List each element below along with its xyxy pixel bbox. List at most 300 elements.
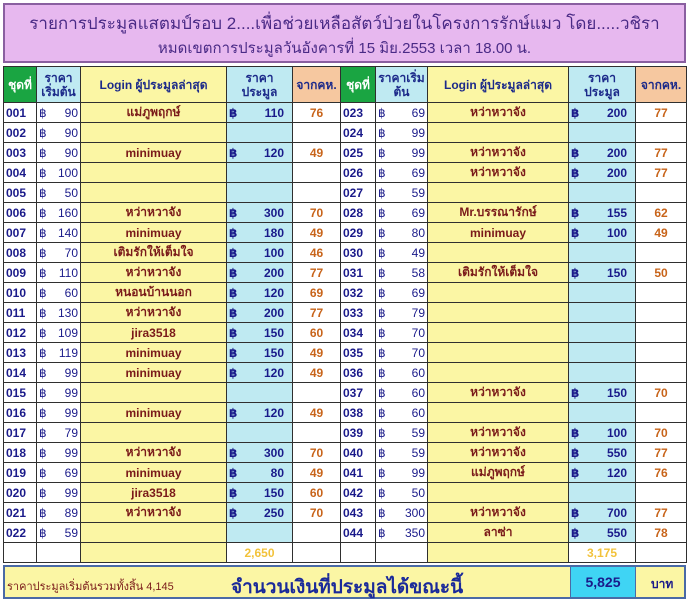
lot-id: 007 bbox=[4, 223, 37, 243]
start-price-value: 350 bbox=[404, 525, 425, 540]
bid-price-value: 700 bbox=[606, 505, 627, 520]
baht-symbol: ฿ bbox=[378, 345, 386, 360]
column-header-start-price: ราคาเริ่มต้น bbox=[376, 67, 428, 103]
bidder-login bbox=[81, 523, 227, 543]
lot-id: 027 bbox=[341, 183, 376, 203]
bidder-login: minimuay bbox=[428, 223, 569, 243]
start-price bbox=[37, 163, 81, 183]
table-row bbox=[4, 283, 341, 303]
start-price-value: 70 bbox=[411, 345, 425, 360]
table-row bbox=[4, 203, 341, 223]
bid-price bbox=[569, 283, 636, 303]
auction-table-right bbox=[340, 66, 687, 563]
start-price-value: 90 bbox=[64, 105, 78, 120]
bidder-login bbox=[428, 303, 569, 323]
baht-symbol: ฿ bbox=[229, 145, 238, 160]
baht-symbol: ฿ bbox=[571, 145, 580, 160]
start-price bbox=[376, 263, 428, 283]
start-price-value: 99 bbox=[411, 465, 425, 480]
bid-price-value: 120 bbox=[263, 365, 284, 380]
baht-symbol: ฿ bbox=[39, 325, 47, 340]
from-post: 49 bbox=[293, 403, 341, 423]
bidder-login bbox=[428, 283, 569, 303]
start-price-value: 69 bbox=[411, 105, 425, 120]
start-price-value: 59 bbox=[411, 185, 425, 200]
bidder-login: เติมรักให้เต็มใจ bbox=[81, 243, 227, 263]
start-price bbox=[37, 523, 81, 543]
from-post: 49 bbox=[293, 363, 341, 383]
start-price bbox=[376, 523, 428, 543]
lot-id: 036 bbox=[341, 363, 376, 383]
table-row bbox=[341, 523, 687, 543]
bid-price bbox=[227, 363, 293, 383]
bid-price-value: 200 bbox=[606, 145, 627, 160]
baht-symbol: ฿ bbox=[571, 205, 580, 220]
baht-symbol: ฿ bbox=[378, 125, 386, 140]
start-price-value: 99 bbox=[64, 385, 78, 400]
bid-price bbox=[227, 223, 293, 243]
from-post bbox=[636, 483, 687, 503]
lot-id: 019 bbox=[4, 463, 37, 483]
table-row bbox=[4, 163, 341, 183]
baht-symbol: ฿ bbox=[39, 365, 47, 380]
lot-id: 023 bbox=[341, 103, 376, 123]
bid-price-value: 550 bbox=[606, 525, 627, 540]
table-row bbox=[341, 163, 687, 183]
baht-symbol: ฿ bbox=[571, 105, 580, 120]
bid-price bbox=[227, 123, 293, 143]
start-price bbox=[37, 103, 81, 123]
total-empty-cell bbox=[293, 543, 341, 563]
baht-symbol: ฿ bbox=[378, 425, 386, 440]
bidder-login: minimuay bbox=[81, 223, 227, 243]
start-price-value: 89 bbox=[64, 505, 78, 520]
lot-id: 010 bbox=[4, 283, 37, 303]
baht-symbol: ฿ bbox=[378, 145, 386, 160]
start-price bbox=[37, 403, 81, 423]
from-post bbox=[636, 343, 687, 363]
baht-symbol: ฿ bbox=[571, 225, 580, 240]
bid-price bbox=[569, 183, 636, 203]
bid-price-total-value: 3,175 bbox=[586, 545, 618, 560]
total-empty-cell bbox=[4, 543, 37, 563]
lot-id: 042 bbox=[341, 483, 376, 503]
baht-symbol: ฿ bbox=[378, 325, 386, 340]
start-price-value: 60 bbox=[64, 285, 78, 300]
lot-id: 006 bbox=[4, 203, 37, 223]
bid-price bbox=[227, 163, 293, 183]
column-header-from-post: จากคห. bbox=[636, 67, 687, 103]
baht-symbol: ฿ bbox=[229, 105, 238, 120]
baht-symbol: ฿ bbox=[571, 425, 580, 440]
bid-price-value: 200 bbox=[606, 105, 627, 120]
from-post: 60 bbox=[293, 323, 341, 343]
baht-symbol: ฿ bbox=[378, 305, 386, 320]
bidder-login: หว่าหวาจัง bbox=[428, 163, 569, 183]
start-price bbox=[37, 363, 81, 383]
start-price bbox=[37, 183, 81, 203]
from-post: 62 bbox=[636, 203, 687, 223]
bidder-login bbox=[428, 123, 569, 143]
lot-id: 037 bbox=[341, 383, 376, 403]
start-price bbox=[37, 263, 81, 283]
from-post bbox=[293, 183, 341, 203]
bidder-login: jira3518 bbox=[81, 323, 227, 343]
bid-price bbox=[569, 383, 636, 403]
start-price-value: 99 bbox=[64, 405, 78, 420]
start-price bbox=[376, 423, 428, 443]
baht-symbol: ฿ bbox=[39, 285, 47, 300]
bidder-login bbox=[81, 423, 227, 443]
bidder-login: หว่าหวาจัง bbox=[428, 503, 569, 523]
bid-price bbox=[227, 183, 293, 203]
bidder-login: ลาซ่า bbox=[428, 523, 569, 543]
bidder-login: หว่าหวาจัง bbox=[428, 443, 569, 463]
total-empty-cell bbox=[37, 543, 81, 563]
bid-price-value: 150 bbox=[606, 265, 627, 280]
from-post: 49 bbox=[636, 223, 687, 243]
from-post bbox=[293, 423, 341, 443]
lot-id: 021 bbox=[4, 503, 37, 523]
start-price bbox=[37, 123, 81, 143]
current-amount-box bbox=[570, 567, 636, 597]
bid-price-value: 200 bbox=[263, 305, 284, 320]
start-price bbox=[37, 143, 81, 163]
lot-id: 015 bbox=[4, 383, 37, 403]
bid-price bbox=[227, 283, 293, 303]
lot-id: 022 bbox=[4, 523, 37, 543]
table-row bbox=[4, 423, 341, 443]
auction-table-left bbox=[3, 66, 341, 563]
baht-symbol: ฿ bbox=[571, 445, 580, 460]
baht-symbol: ฿ bbox=[229, 265, 238, 280]
from-post bbox=[636, 243, 687, 263]
start-price bbox=[376, 443, 428, 463]
start-price bbox=[37, 323, 81, 343]
start-price-value: 69 bbox=[411, 285, 425, 300]
start-price-value: 60 bbox=[411, 365, 425, 380]
bid-price-value: 300 bbox=[263, 205, 284, 220]
baht-symbol: ฿ bbox=[39, 205, 47, 220]
total-row bbox=[341, 543, 687, 563]
table-row bbox=[341, 443, 687, 463]
bidder-login: หว่าหวาจัง bbox=[81, 263, 227, 283]
bid-price-value: 100 bbox=[606, 225, 627, 240]
table-row bbox=[341, 203, 687, 223]
table-header-row bbox=[341, 67, 687, 103]
bidder-login: เติมรักให้เต็มใจ bbox=[428, 263, 569, 283]
start-price bbox=[376, 243, 428, 263]
bid-price bbox=[569, 443, 636, 463]
baht-symbol: ฿ bbox=[378, 365, 386, 380]
start-price-value: 99 bbox=[64, 365, 78, 380]
start-price bbox=[37, 423, 81, 443]
start-price-value: 79 bbox=[411, 305, 425, 320]
total-row bbox=[4, 543, 341, 563]
bidder-login: หว่าหวาจัง bbox=[81, 303, 227, 323]
start-price-value: 100 bbox=[57, 165, 78, 180]
column-header-start-price: ราคาเริ่มต้น bbox=[37, 67, 81, 103]
baht-symbol: ฿ bbox=[39, 385, 47, 400]
start-price bbox=[376, 463, 428, 483]
table-row bbox=[341, 503, 687, 523]
table-row bbox=[341, 383, 687, 403]
table-row bbox=[4, 343, 341, 363]
from-post bbox=[293, 163, 341, 183]
bidder-login: jira3518 bbox=[81, 483, 227, 503]
from-post bbox=[636, 403, 687, 423]
start-price bbox=[376, 223, 428, 243]
bid-price bbox=[569, 143, 636, 163]
baht-symbol: ฿ bbox=[229, 445, 238, 460]
start-price-value: 50 bbox=[411, 485, 425, 500]
bid-price bbox=[227, 343, 293, 363]
lot-id: 028 bbox=[341, 203, 376, 223]
baht-symbol: ฿ bbox=[229, 305, 238, 320]
baht-symbol: ฿ bbox=[571, 165, 580, 180]
from-post bbox=[636, 303, 687, 323]
bid-price bbox=[569, 123, 636, 143]
baht-symbol: ฿ bbox=[39, 425, 47, 440]
lot-id: 003 bbox=[4, 143, 37, 163]
bid-price-value: 120 bbox=[263, 405, 284, 420]
bidder-login: แม่ภูพฤกษ์ bbox=[428, 463, 569, 483]
start-price-value: 50 bbox=[64, 185, 78, 200]
start-price-value: 90 bbox=[64, 125, 78, 140]
lot-id: 011 bbox=[4, 303, 37, 323]
bidder-login: minimuay bbox=[81, 343, 227, 363]
bid-price bbox=[227, 383, 293, 403]
bid-price-value: 150 bbox=[263, 485, 284, 500]
auction-rows-left bbox=[4, 103, 341, 563]
bid-price bbox=[227, 143, 293, 163]
lot-id: 025 bbox=[341, 143, 376, 163]
start-price bbox=[37, 283, 81, 303]
table-row bbox=[341, 363, 687, 383]
baht-symbol: ฿ bbox=[229, 245, 238, 260]
total-empty-cell bbox=[341, 543, 376, 563]
baht-symbol: ฿ bbox=[378, 205, 386, 220]
from-post: 77 bbox=[636, 163, 687, 183]
start-price-value: 99 bbox=[64, 485, 78, 500]
bidder-login bbox=[428, 323, 569, 343]
start-price-value: 110 bbox=[58, 265, 78, 280]
start-price-value: 99 bbox=[411, 125, 425, 140]
column-header-bid-price: ราคาประมูล bbox=[569, 67, 636, 103]
from-post: 76 bbox=[636, 463, 687, 483]
start-price-value: 69 bbox=[64, 465, 78, 480]
table-row bbox=[341, 303, 687, 323]
baht-symbol: ฿ bbox=[378, 105, 386, 120]
baht-symbol: ฿ bbox=[571, 385, 580, 400]
bid-price bbox=[569, 243, 636, 263]
bid-price-value: 250 bbox=[263, 505, 284, 520]
from-post: 76 bbox=[293, 103, 341, 123]
bid-price-value: 550 bbox=[606, 445, 627, 460]
from-post bbox=[636, 123, 687, 143]
bid-price-value: 200 bbox=[263, 265, 284, 280]
bidder-login bbox=[428, 363, 569, 383]
table-row bbox=[4, 223, 341, 243]
from-post bbox=[636, 363, 687, 383]
lot-id: 014 bbox=[4, 363, 37, 383]
table-row bbox=[4, 123, 341, 143]
start-price bbox=[376, 503, 428, 523]
from-post: 49 bbox=[293, 463, 341, 483]
baht-symbol: ฿ bbox=[39, 525, 47, 540]
table-row bbox=[4, 263, 341, 283]
start-price bbox=[376, 383, 428, 403]
bidder-login: minimuay bbox=[81, 463, 227, 483]
baht-symbol: ฿ bbox=[39, 485, 47, 500]
bidder-login bbox=[428, 243, 569, 263]
bid-price-value: 120 bbox=[606, 465, 627, 480]
lot-id: 012 bbox=[4, 323, 37, 343]
lot-id: 024 bbox=[341, 123, 376, 143]
bid-price bbox=[569, 103, 636, 123]
from-post: 77 bbox=[293, 263, 341, 283]
start-price bbox=[37, 383, 81, 403]
start-price-value: 70 bbox=[411, 325, 425, 340]
from-post: 49 bbox=[293, 343, 341, 363]
deadline-text: หมดเขตการประมูลวันอังคารที่ 15 มิย.2553 เวลา 18.00 น. bbox=[157, 40, 532, 57]
bid-price bbox=[569, 203, 636, 223]
bid-price-value: 300 bbox=[263, 445, 284, 460]
lot-id: 009 bbox=[4, 263, 37, 283]
bid-price bbox=[569, 423, 636, 443]
table-row bbox=[341, 123, 687, 143]
baht-symbol: ฿ bbox=[39, 225, 47, 240]
bidder-login bbox=[81, 183, 227, 203]
table-row bbox=[4, 483, 341, 503]
bidder-login: หว่าหวาจัง bbox=[428, 383, 569, 403]
baht-symbol: ฿ bbox=[378, 225, 386, 240]
baht-symbol: ฿ bbox=[378, 445, 386, 460]
start-price-value: 60 bbox=[411, 385, 425, 400]
start-price-value: 79 bbox=[64, 425, 78, 440]
bidder-login: หว่าหวาจัง bbox=[428, 423, 569, 443]
bid-price-value: 150 bbox=[263, 345, 284, 360]
column-header-login: Login ผู้ประมูลล่าสุด bbox=[81, 67, 227, 103]
bid-price bbox=[227, 503, 293, 523]
from-post: 60 bbox=[293, 483, 341, 503]
lot-id: 026 bbox=[341, 163, 376, 183]
table-row bbox=[4, 463, 341, 483]
bid-price bbox=[227, 463, 293, 483]
bid-price bbox=[227, 203, 293, 223]
bid-price bbox=[569, 523, 636, 543]
baht-symbol: ฿ bbox=[378, 265, 386, 280]
lot-id: 043 bbox=[341, 503, 376, 523]
baht-symbol: ฿ bbox=[378, 165, 386, 180]
from-post bbox=[293, 523, 341, 543]
start-price-value: 99 bbox=[64, 445, 78, 460]
start-price-value: 140 bbox=[57, 225, 78, 240]
bid-price bbox=[227, 443, 293, 463]
bidder-login: แม่ภูพฤกษ์ bbox=[81, 103, 227, 123]
table-row bbox=[4, 103, 341, 123]
bid-price bbox=[569, 463, 636, 483]
lot-id: 018 bbox=[4, 443, 37, 463]
start-price-value: 70 bbox=[64, 245, 78, 260]
lot-id: 017 bbox=[4, 423, 37, 443]
lot-id: 034 bbox=[341, 323, 376, 343]
lot-id: 030 bbox=[341, 243, 376, 263]
from-post: 69 bbox=[293, 283, 341, 303]
bid-price bbox=[569, 163, 636, 183]
baht-symbol: ฿ bbox=[229, 225, 238, 240]
bid-price bbox=[227, 423, 293, 443]
table-row bbox=[341, 143, 687, 163]
lot-id: 029 bbox=[341, 223, 376, 243]
bid-price-total bbox=[569, 543, 636, 563]
table-row bbox=[341, 463, 687, 483]
from-post: 77 bbox=[636, 143, 687, 163]
from-post: 49 bbox=[293, 223, 341, 243]
baht-symbol: ฿ bbox=[378, 405, 386, 420]
baht-symbol: ฿ bbox=[229, 485, 238, 500]
start-price bbox=[37, 343, 81, 363]
from-post: 49 bbox=[293, 143, 341, 163]
baht-symbol: ฿ bbox=[39, 145, 47, 160]
table-row bbox=[341, 483, 687, 503]
start-price-value: 160 bbox=[57, 205, 78, 220]
table-row bbox=[4, 503, 341, 523]
table-row bbox=[341, 263, 687, 283]
bid-price bbox=[569, 323, 636, 343]
lot-id: 016 bbox=[4, 403, 37, 423]
lot-id: 001 bbox=[4, 103, 37, 123]
baht-symbol: ฿ bbox=[378, 185, 386, 200]
table-row bbox=[4, 143, 341, 163]
baht-symbol: ฿ bbox=[571, 525, 580, 540]
bid-price bbox=[227, 303, 293, 323]
bid-price-total bbox=[227, 543, 293, 563]
baht-symbol: ฿ bbox=[39, 445, 47, 460]
column-header-id: ชุดที่ bbox=[4, 67, 37, 103]
from-post: 70 bbox=[636, 423, 687, 443]
currency-unit: บาท bbox=[651, 577, 674, 591]
start-price-value: 49 bbox=[411, 245, 425, 260]
baht-symbol: ฿ bbox=[378, 385, 386, 400]
start-price bbox=[376, 323, 428, 343]
start-price bbox=[376, 363, 428, 383]
baht-symbol: ฿ bbox=[229, 365, 238, 380]
starting-total-note: ราคาประมูลเริ่มต้นรวมทั้งสิ้น 4,145 bbox=[7, 581, 174, 593]
baht-symbol: ฿ bbox=[571, 505, 580, 520]
from-post: 70 bbox=[293, 203, 341, 223]
baht-symbol: ฿ bbox=[39, 305, 47, 320]
start-price-value: 69 bbox=[411, 165, 425, 180]
table-row bbox=[4, 443, 341, 463]
table-row bbox=[341, 103, 687, 123]
bid-price bbox=[227, 243, 293, 263]
bidder-login: minimuay bbox=[81, 143, 227, 163]
total-empty-cell bbox=[428, 543, 569, 563]
from-post: 70 bbox=[636, 383, 687, 403]
start-price bbox=[37, 243, 81, 263]
start-price-value: 59 bbox=[411, 425, 425, 440]
current-amount-caption: จำนวนเงินที่ประมูลได้ขณะนี้ bbox=[231, 577, 464, 598]
from-post: 77 bbox=[293, 303, 341, 323]
table-row bbox=[341, 283, 687, 303]
start-price-value: 109 bbox=[57, 325, 78, 340]
start-price-value: 58 bbox=[411, 265, 425, 280]
lot-id: 041 bbox=[341, 463, 376, 483]
bid-price bbox=[227, 323, 293, 343]
bidder-login bbox=[428, 183, 569, 203]
baht-symbol: ฿ bbox=[229, 345, 238, 360]
